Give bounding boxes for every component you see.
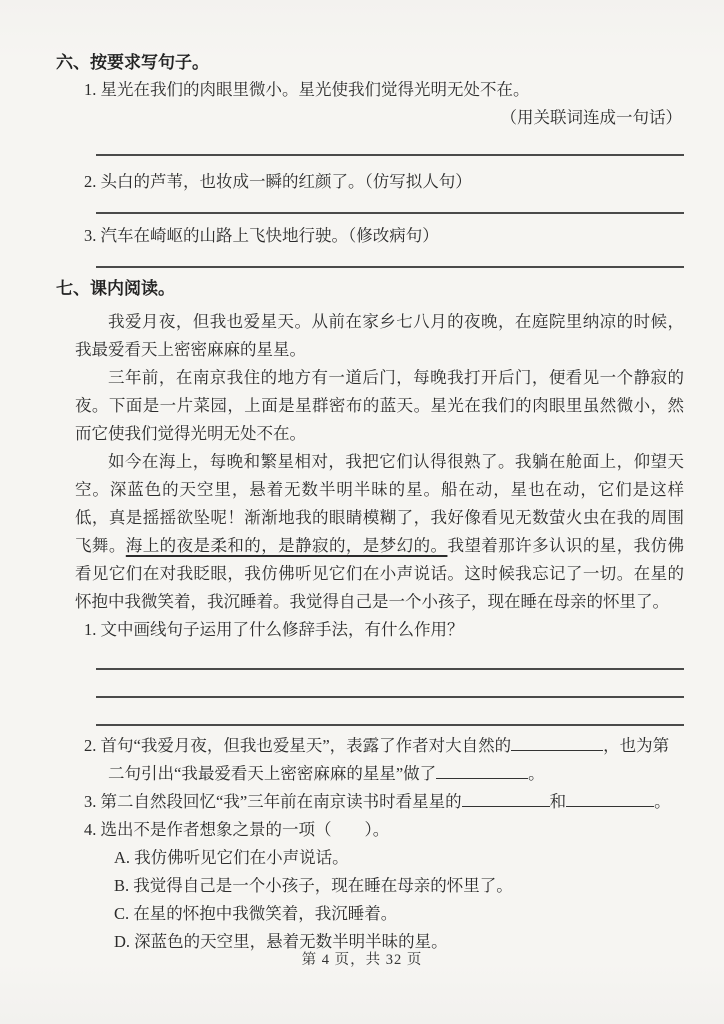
question-2-text-1: 2. 首句“我爱月夜，但我也爱星天”，表露了作者对大自然的	[84, 736, 512, 755]
section6-title: 六、按要求写句子。	[56, 53, 209, 72]
section6-item-1-note: （用关联词连成一句话）	[500, 108, 682, 127]
fill-in-blank	[462, 806, 550, 807]
passage-paragraph-3	[75, 448, 684, 616]
question-2-text-3: 。	[528, 764, 545, 783]
answer-line	[96, 670, 684, 698]
reading-question-3	[84, 788, 684, 816]
fill-in-blank	[566, 806, 654, 807]
question-3-text-1: 3. 第二自然段回忆“我”三年前在南京读书时看星星的	[84, 792, 462, 811]
question-4-option-a: A. 我仿佛听见它们在小声说话。	[114, 848, 349, 867]
fill-in-blank	[511, 750, 603, 751]
question-4-option-b: B. 我觉得自己是一个小孩子，现在睡在母亲的怀里了。	[114, 876, 513, 895]
answer-line	[96, 196, 684, 214]
reading-passage	[75, 308, 684, 616]
answer-line	[96, 132, 684, 156]
fill-in-blank	[436, 778, 528, 779]
section6-item-1: 1. 星光在我们的肉眼里微小。星光使我们觉得光明无处不在。	[84, 80, 530, 99]
section6-item-3: 3. 汽车在崎岖的山路上飞快地行驶。（修改病句）	[84, 226, 439, 245]
reading-question-4: 4. 选出不是作者想象之景的一项（ ）。	[84, 820, 390, 839]
page-number-footer: 第 4 页，共 32 页	[301, 952, 423, 968]
passage-paragraph-1: 我爱月夜，但我也爱星天。从前在家乡七八月的夜晚，在庭院里纳凉的时候，我最爱看天上密密麻麻的星星。	[75, 312, 684, 359]
question-2-text-2: ，也为第二句引出“我最爱看天上密密麻麻的星星”做了	[108, 736, 670, 783]
question-3-text-2: 和	[549, 792, 567, 811]
section6-item-2: 2. 头白的芦苇，也妆成一瞬的红颜了。（仿写拟人句）	[84, 172, 472, 191]
reading-question-1: 1. 文中画线句子运用了什么修辞手法，有什么作用？	[84, 620, 464, 639]
passage-p3-pre: 如今在海上，每晚和繁星相对，我把它们认得很熟了。我躺在舱面上，仰望天空。深蓝色的天空里，悬着无数半明半昧的星。船在动，星也在动，它们是这样低，真是摇摇欲坠呢！渐渐地我的眼睛模糊了，我好像看见无数萤火虫在我的周围飞舞。	[75, 452, 684, 555]
question-4-option-c: C. 在星的怀抱中我微笑着，我沉睡着。	[114, 904, 398, 923]
reading-question-2	[84, 732, 684, 788]
question-3-text-3: 。	[654, 792, 671, 811]
answer-line	[96, 250, 684, 268]
question-4-option-d: D. 深蓝色的天空里，悬着无数半明半昧的星。	[114, 932, 448, 951]
answer-line	[96, 644, 684, 670]
passage-underlined-sentence: 海上的夜是柔和的，是静寂的，是梦幻的。	[125, 536, 448, 555]
passage-p3-post: 我望着那许多认识的星，我仿佛看见它们在对我眨眼，我仿佛听见它们在小声说话。这时候我忘记了一切。在星的怀抱中我微笑着，我沉睡着。我觉得自己是一个小孩子，现在睡在母亲的怀里了。	[75, 536, 685, 611]
answer-line	[96, 698, 684, 726]
section7-title: 七、课内阅读。	[56, 279, 175, 298]
passage-paragraph-2: 三年前，在南京我住的地方有一道后门，每晚我打开后门，便看见一个静寂的夜。下面是一片菜园，上面是星群密布的蓝天。星光在我们的肉眼里虽然微小，然而它使我们觉得光明无处不在。	[75, 368, 684, 443]
